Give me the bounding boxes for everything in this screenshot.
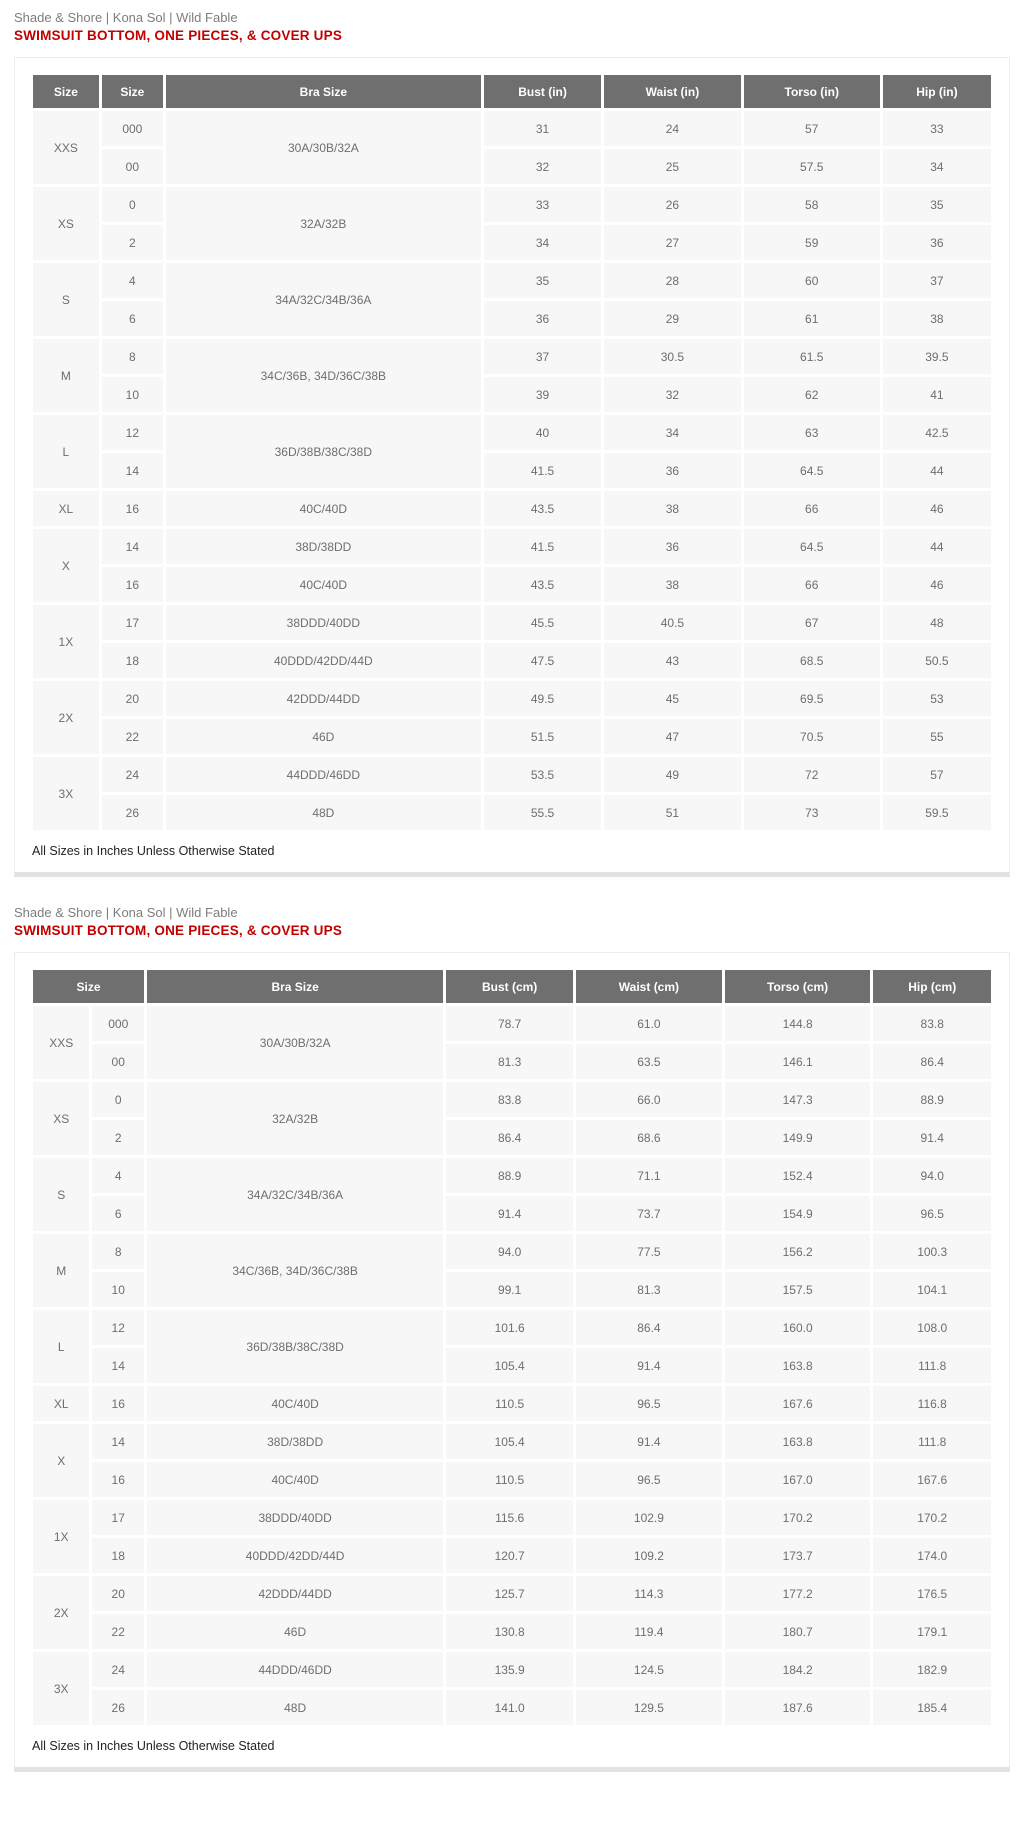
waist-cell: 96.5 xyxy=(576,1386,722,1421)
bust-cell: 91.4 xyxy=(446,1196,573,1231)
bust-cell: 35 xyxy=(484,263,602,298)
bust-cell: 51.5 xyxy=(484,719,602,754)
table-header xyxy=(33,75,991,108)
bust-cell: 83.8 xyxy=(446,1082,573,1117)
size-letter-cell: S xyxy=(33,263,99,336)
bust-cell: 41.5 xyxy=(484,453,602,488)
table-row xyxy=(33,605,991,640)
torso-cell: 173.7 xyxy=(725,1538,871,1573)
bra-size-cell: 36D/38B/38C/38D xyxy=(147,1310,443,1383)
torso-cell: 61.5 xyxy=(744,339,880,374)
size-number-cell: 0 xyxy=(92,1082,144,1117)
bra-size-cell: 42DDD/44DD xyxy=(166,681,481,716)
hip-cell: 174.0 xyxy=(873,1538,991,1573)
bra-size-cell: 40C/40D xyxy=(166,567,481,602)
breadcrumb: Shade & Shore | Kona Sol | Wild Fable xyxy=(14,905,238,920)
size-number-cell: 18 xyxy=(102,643,163,678)
column-header: Size xyxy=(33,970,144,1003)
size-number-cell: 24 xyxy=(102,757,163,792)
column-header: Hip (in) xyxy=(883,75,991,108)
table-row xyxy=(33,1500,991,1535)
size-letter-cell: L xyxy=(33,415,99,488)
torso-cell: 64.5 xyxy=(744,529,880,564)
waist-cell: 30.5 xyxy=(604,339,740,374)
table-row xyxy=(33,1690,991,1725)
waist-cell: 114.3 xyxy=(576,1576,722,1611)
waist-cell: 38 xyxy=(604,491,740,526)
bust-cell: 49.5 xyxy=(484,681,602,716)
size-letter-cell: 2X xyxy=(33,1576,89,1649)
hip-cell: 37 xyxy=(883,263,991,298)
table-row xyxy=(33,1234,991,1269)
header-row xyxy=(33,970,991,1003)
torso-cell: 156.2 xyxy=(725,1234,871,1269)
bra-size-cell: 30A/30B/32A xyxy=(166,111,481,184)
size-number-cell: 000 xyxy=(92,1006,144,1041)
torso-cell: 62 xyxy=(744,377,880,412)
size-number-cell: 14 xyxy=(92,1348,144,1383)
torso-cell: 60 xyxy=(744,263,880,298)
table-row xyxy=(33,1006,991,1041)
hip-cell: 39.5 xyxy=(883,339,991,374)
hip-cell: 55 xyxy=(883,719,991,754)
size-table-centimeters xyxy=(30,967,994,1728)
bust-cell: 99.1 xyxy=(446,1272,573,1307)
size-number-cell: 2 xyxy=(102,225,163,260)
hip-cell: 36 xyxy=(883,225,991,260)
size-number-cell: 17 xyxy=(102,605,163,640)
bra-size-cell: 38DDD/40DD xyxy=(166,605,481,640)
bra-size-cell: 30A/30B/32A xyxy=(147,1006,443,1079)
size-number-cell: 14 xyxy=(102,453,163,488)
size-number-cell: 18 xyxy=(92,1538,144,1573)
torso-cell: 170.2 xyxy=(725,1500,871,1535)
table-row xyxy=(33,111,991,146)
bust-cell: 53.5 xyxy=(484,757,602,792)
torso-cell: 64.5 xyxy=(744,453,880,488)
bust-cell: 105.4 xyxy=(446,1424,573,1459)
waist-cell: 77.5 xyxy=(576,1234,722,1269)
bra-size-cell: 44DDD/46DD xyxy=(147,1652,443,1687)
waist-cell: 73.7 xyxy=(576,1196,722,1231)
waist-cell: 45 xyxy=(604,681,740,716)
bra-size-cell: 48D xyxy=(147,1690,443,1725)
bust-cell: 88.9 xyxy=(446,1158,573,1193)
bust-cell: 125.7 xyxy=(446,1576,573,1611)
column-header: Bra Size xyxy=(166,75,481,108)
bust-cell: 43.5 xyxy=(484,567,602,602)
waist-cell: 63.5 xyxy=(576,1044,722,1079)
waist-cell: 124.5 xyxy=(576,1652,722,1687)
table-row xyxy=(33,1462,991,1497)
bust-cell: 110.5 xyxy=(446,1386,573,1421)
hip-cell: 34 xyxy=(883,149,991,184)
waist-cell: 49 xyxy=(604,757,740,792)
size-number-cell: 16 xyxy=(102,491,163,526)
waist-cell: 24 xyxy=(604,111,740,146)
bust-cell: 37 xyxy=(484,339,602,374)
header-row xyxy=(33,75,991,108)
bust-cell: 39 xyxy=(484,377,602,412)
column-header: Torso (cm) xyxy=(725,970,871,1003)
column-header: Bra Size xyxy=(147,970,443,1003)
size-number-cell: 8 xyxy=(102,339,163,374)
bra-size-cell: 42DDD/44DD xyxy=(147,1576,443,1611)
size-number-cell: 6 xyxy=(102,301,163,336)
hip-cell: 33 xyxy=(883,111,991,146)
column-header: Size xyxy=(102,75,163,108)
size-number-cell: 16 xyxy=(102,567,163,602)
bust-cell: 32 xyxy=(484,149,602,184)
hip-cell: 86.4 xyxy=(873,1044,991,1079)
table-body xyxy=(33,111,991,830)
size-number-cell: 26 xyxy=(92,1690,144,1725)
size-number-cell: 12 xyxy=(102,415,163,450)
bust-cell: 40 xyxy=(484,415,602,450)
size-number-cell: 12 xyxy=(92,1310,144,1345)
size-number-cell: 20 xyxy=(92,1576,144,1611)
bra-size-cell: 34A/32C/34B/36A xyxy=(147,1158,443,1231)
bust-cell: 55.5 xyxy=(484,795,602,830)
torso-cell: 57.5 xyxy=(744,149,880,184)
torso-cell: 152.4 xyxy=(725,1158,871,1193)
torso-cell: 66 xyxy=(744,567,880,602)
bust-cell: 105.4 xyxy=(446,1348,573,1383)
hip-cell: 104.1 xyxy=(873,1272,991,1307)
table-row xyxy=(33,1538,991,1573)
hip-cell: 35 xyxy=(883,187,991,222)
column-header: Size xyxy=(33,75,99,108)
waist-cell: 36 xyxy=(604,453,740,488)
size-number-cell: 00 xyxy=(102,149,163,184)
hip-cell: 108.0 xyxy=(873,1310,991,1345)
hip-cell: 100.3 xyxy=(873,1234,991,1269)
waist-cell: 34 xyxy=(604,415,740,450)
bust-cell: 115.6 xyxy=(446,1500,573,1535)
footnote: All Sizes in Inches Unless Otherwise Stated xyxy=(30,1728,994,1763)
bust-cell: 120.7 xyxy=(446,1538,573,1573)
table-row xyxy=(33,529,991,564)
table-row xyxy=(33,491,991,526)
size-chart-container-centimeters xyxy=(14,952,1010,1772)
bust-cell: 94.0 xyxy=(446,1234,573,1269)
size-letter-cell: XL xyxy=(33,491,99,526)
size-number-cell: 10 xyxy=(102,377,163,412)
torso-cell: 147.3 xyxy=(725,1082,871,1117)
torso-cell: 57 xyxy=(744,111,880,146)
hip-cell: 176.5 xyxy=(873,1576,991,1611)
column-header: Bust (cm) xyxy=(446,970,573,1003)
torso-cell: 58 xyxy=(744,187,880,222)
waist-cell: 109.2 xyxy=(576,1538,722,1573)
table-row xyxy=(33,1652,991,1687)
bust-cell: 41.5 xyxy=(484,529,602,564)
table-row xyxy=(33,1424,991,1459)
table-row xyxy=(33,1082,991,1117)
table-row xyxy=(33,1614,991,1649)
waist-cell: 28 xyxy=(604,263,740,298)
size-number-cell: 00 xyxy=(92,1044,144,1079)
section-inches xyxy=(0,0,1024,895)
torso-cell: 63 xyxy=(744,415,880,450)
hip-cell: 91.4 xyxy=(873,1120,991,1155)
bust-cell: 110.5 xyxy=(446,1462,573,1497)
bust-cell: 130.8 xyxy=(446,1614,573,1649)
table-row xyxy=(33,187,991,222)
hip-cell: 96.5 xyxy=(873,1196,991,1231)
hip-cell: 38 xyxy=(883,301,991,336)
table-row xyxy=(33,1386,991,1421)
torso-cell: 184.2 xyxy=(725,1652,871,1687)
table-row xyxy=(33,795,991,830)
bra-size-cell: 44DDD/46DD xyxy=(166,757,481,792)
bra-size-cell: 34C/36B, 34D/36C/38B xyxy=(166,339,481,412)
bust-cell: 101.6 xyxy=(446,1310,573,1345)
table-row xyxy=(33,757,991,792)
size-letter-cell: 2X xyxy=(33,681,99,754)
size-letter-cell: XS xyxy=(33,187,99,260)
hip-cell: 53 xyxy=(883,681,991,716)
hip-cell: 50.5 xyxy=(883,643,991,678)
table-row xyxy=(33,719,991,754)
size-letter-cell: 1X xyxy=(33,1500,89,1573)
size-number-cell: 17 xyxy=(92,1500,144,1535)
table-row xyxy=(33,1310,991,1345)
bra-size-cell: 32A/32B xyxy=(166,187,481,260)
hip-cell: 185.4 xyxy=(873,1690,991,1725)
hip-cell: 116.8 xyxy=(873,1386,991,1421)
hip-cell: 94.0 xyxy=(873,1158,991,1193)
section-centimeters xyxy=(0,895,1024,1790)
hip-cell: 179.1 xyxy=(873,1614,991,1649)
size-letter-cell: XS xyxy=(33,1082,89,1155)
size-number-cell: 6 xyxy=(92,1196,144,1231)
waist-cell: 26 xyxy=(604,187,740,222)
size-number-cell: 14 xyxy=(102,529,163,564)
size-number-cell: 20 xyxy=(102,681,163,716)
size-letter-cell: 3X xyxy=(33,1652,89,1725)
waist-cell: 66.0 xyxy=(576,1082,722,1117)
size-letter-cell: L xyxy=(33,1310,89,1383)
hip-cell: 59.5 xyxy=(883,795,991,830)
size-number-cell: 16 xyxy=(92,1386,144,1421)
bra-size-cell: 48D xyxy=(166,795,481,830)
bust-cell: 141.0 xyxy=(446,1690,573,1725)
size-number-cell: 22 xyxy=(92,1614,144,1649)
size-number-cell: 24 xyxy=(92,1652,144,1687)
hip-cell: 44 xyxy=(883,453,991,488)
hip-cell: 170.2 xyxy=(873,1500,991,1535)
size-letter-cell: 1X xyxy=(33,605,99,678)
bust-cell: 31 xyxy=(484,111,602,146)
bra-size-cell: 40DDD/42DD/44D xyxy=(166,643,481,678)
size-number-cell: 10 xyxy=(92,1272,144,1307)
bust-cell: 33 xyxy=(484,187,602,222)
torso-cell: 59 xyxy=(744,225,880,260)
size-letter-cell: M xyxy=(33,339,99,412)
torso-cell: 187.6 xyxy=(725,1690,871,1725)
table-row xyxy=(33,681,991,716)
waist-cell: 91.4 xyxy=(576,1348,722,1383)
waist-cell: 119.4 xyxy=(576,1614,722,1649)
hip-cell: 57 xyxy=(883,757,991,792)
bra-size-cell: 38DDD/40DD xyxy=(147,1500,443,1535)
torso-cell: 149.9 xyxy=(725,1120,871,1155)
bust-cell: 45.5 xyxy=(484,605,602,640)
waist-cell: 81.3 xyxy=(576,1272,722,1307)
torso-cell: 167.6 xyxy=(725,1386,871,1421)
hip-cell: 182.9 xyxy=(873,1652,991,1687)
column-header: Bust (in) xyxy=(484,75,602,108)
bust-cell: 34 xyxy=(484,225,602,260)
bra-size-cell: 40C/40D xyxy=(147,1462,443,1497)
bra-size-cell: 38D/38DD xyxy=(166,529,481,564)
size-letter-cell: XXS xyxy=(33,1006,89,1079)
column-header: Waist (cm) xyxy=(576,970,722,1003)
bra-size-cell: 46D xyxy=(147,1614,443,1649)
size-letter-cell: S xyxy=(33,1158,89,1231)
size-number-cell: 4 xyxy=(92,1158,144,1193)
hip-cell: 46 xyxy=(883,491,991,526)
bust-cell: 36 xyxy=(484,301,602,336)
bra-size-cell: 40C/40D xyxy=(147,1386,443,1421)
waist-cell: 40.5 xyxy=(604,605,740,640)
size-number-cell: 000 xyxy=(102,111,163,146)
bra-size-cell: 36D/38B/38C/38D xyxy=(166,415,481,488)
waist-cell: 47 xyxy=(604,719,740,754)
hip-cell: 48 xyxy=(883,605,991,640)
bust-cell: 43.5 xyxy=(484,491,602,526)
page-title: SWIMSUIT BOTTOM, ONE PIECES, & COVER UPS xyxy=(14,28,343,43)
torso-cell: 154.9 xyxy=(725,1196,871,1231)
table-row xyxy=(33,263,991,298)
table-row xyxy=(33,415,991,450)
size-table-inches xyxy=(30,72,994,833)
torso-cell: 167.0 xyxy=(725,1462,871,1497)
bust-cell: 47.5 xyxy=(484,643,602,678)
column-header: Waist (in) xyxy=(604,75,740,108)
bust-cell: 86.4 xyxy=(446,1120,573,1155)
hip-cell: 41 xyxy=(883,377,991,412)
hip-cell: 46 xyxy=(883,567,991,602)
torso-cell: 146.1 xyxy=(725,1044,871,1079)
waist-cell: 91.4 xyxy=(576,1424,722,1459)
size-number-cell: 0 xyxy=(102,187,163,222)
size-number-cell: 16 xyxy=(92,1462,144,1497)
bra-size-cell: 46D xyxy=(166,719,481,754)
torso-cell: 72 xyxy=(744,757,880,792)
table-body xyxy=(33,1006,991,1725)
table-row xyxy=(33,339,991,374)
hip-cell: 44 xyxy=(883,529,991,564)
hip-cell: 83.8 xyxy=(873,1006,991,1041)
bust-cell: 78.7 xyxy=(446,1006,573,1041)
breadcrumb: Shade & Shore | Kona Sol | Wild Fable xyxy=(14,10,238,25)
bra-size-cell: 34A/32C/34B/36A xyxy=(166,263,481,336)
waist-cell: 43 xyxy=(604,643,740,678)
hip-cell: 111.8 xyxy=(873,1424,991,1459)
hip-cell: 167.6 xyxy=(873,1462,991,1497)
bra-size-cell: 34C/36B, 34D/36C/38B xyxy=(147,1234,443,1307)
torso-cell: 144.8 xyxy=(725,1006,871,1041)
size-letter-cell: XXS xyxy=(33,111,99,184)
torso-cell: 157.5 xyxy=(725,1272,871,1307)
size-letter-cell: M xyxy=(33,1234,89,1307)
waist-cell: 86.4 xyxy=(576,1310,722,1345)
size-number-cell: 2 xyxy=(92,1120,144,1155)
torso-cell: 163.8 xyxy=(725,1348,871,1383)
torso-cell: 70.5 xyxy=(744,719,880,754)
table-row xyxy=(33,1158,991,1193)
torso-cell: 163.8 xyxy=(725,1424,871,1459)
waist-cell: 29 xyxy=(604,301,740,336)
waist-cell: 68.6 xyxy=(576,1120,722,1155)
torso-cell: 67 xyxy=(744,605,880,640)
size-letter-cell: X xyxy=(33,1424,89,1497)
size-letter-cell: XL xyxy=(33,1386,89,1421)
torso-cell: 69.5 xyxy=(744,681,880,716)
bra-size-cell: 40DDD/42DD/44D xyxy=(147,1538,443,1573)
table-header xyxy=(33,970,991,1003)
hip-cell: 42.5 xyxy=(883,415,991,450)
waist-cell: 51 xyxy=(604,795,740,830)
size-chart-container-inches xyxy=(14,57,1010,877)
waist-cell: 129.5 xyxy=(576,1690,722,1725)
table-row xyxy=(33,643,991,678)
size-number-cell: 26 xyxy=(102,795,163,830)
waist-cell: 96.5 xyxy=(576,1462,722,1497)
bra-size-cell: 38D/38DD xyxy=(147,1424,443,1459)
hip-cell: 88.9 xyxy=(873,1082,991,1117)
size-number-cell: 14 xyxy=(92,1424,144,1459)
waist-cell: 27 xyxy=(604,225,740,260)
column-header: Torso (in) xyxy=(744,75,880,108)
torso-cell: 66 xyxy=(744,491,880,526)
torso-cell: 68.5 xyxy=(744,643,880,678)
waist-cell: 32 xyxy=(604,377,740,412)
bust-cell: 135.9 xyxy=(446,1652,573,1687)
waist-cell: 71.1 xyxy=(576,1158,722,1193)
bra-size-cell: 40C/40D xyxy=(166,491,481,526)
footnote: All Sizes in Inches Unless Otherwise Stated xyxy=(30,833,994,868)
size-number-cell: 8 xyxy=(92,1234,144,1269)
size-letter-cell: X xyxy=(33,529,99,602)
page-title: SWIMSUIT BOTTOM, ONE PIECES, & COVER UPS xyxy=(14,923,343,938)
waist-cell: 36 xyxy=(604,529,740,564)
bust-cell: 81.3 xyxy=(446,1044,573,1079)
torso-cell: 61 xyxy=(744,301,880,336)
torso-cell: 180.7 xyxy=(725,1614,871,1649)
column-header: Hip (cm) xyxy=(873,970,991,1003)
torso-cell: 73 xyxy=(744,795,880,830)
waist-cell: 102.9 xyxy=(576,1500,722,1535)
waist-cell: 38 xyxy=(604,567,740,602)
size-number-cell: 22 xyxy=(102,719,163,754)
size-number-cell: 4 xyxy=(102,263,163,298)
waist-cell: 61.0 xyxy=(576,1006,722,1041)
torso-cell: 160.0 xyxy=(725,1310,871,1345)
bra-size-cell: 32A/32B xyxy=(147,1082,443,1155)
table-row xyxy=(33,567,991,602)
hip-cell: 111.8 xyxy=(873,1348,991,1383)
table-row xyxy=(33,1576,991,1611)
torso-cell: 177.2 xyxy=(725,1576,871,1611)
waist-cell: 25 xyxy=(604,149,740,184)
size-letter-cell: 3X xyxy=(33,757,99,830)
